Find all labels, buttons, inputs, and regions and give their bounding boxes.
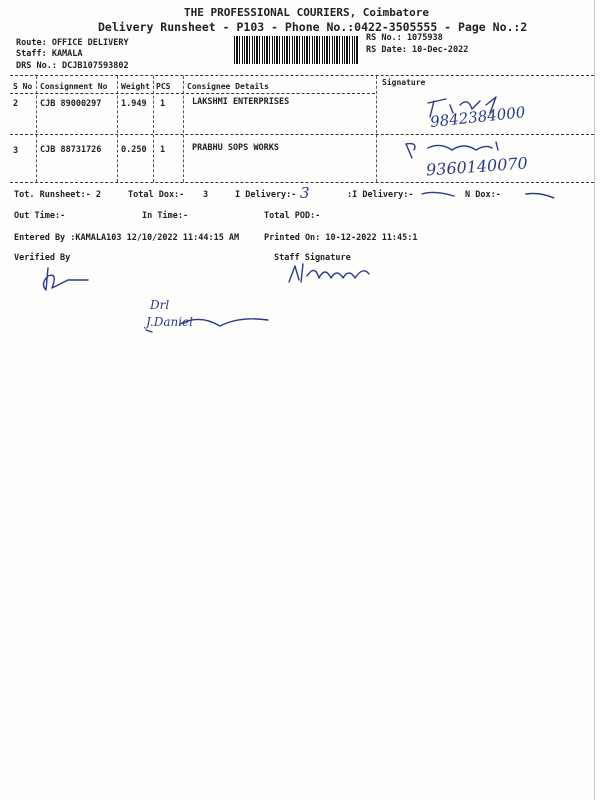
page-edge <box>594 0 595 800</box>
col-divider <box>117 76 118 182</box>
col-header: PCS <box>156 82 171 91</box>
printed-on: Printed On: 10-12-2022 11:45:1 <box>264 233 418 243</box>
staff: Staff: KAMALA <box>16 49 83 59</box>
col-header: Consignment No <box>40 82 108 91</box>
out-time: Out Time:- <box>14 211 66 221</box>
note-line-2: J.Daniel <box>146 315 193 329</box>
delivery-handwritten: 3 <box>300 184 310 202</box>
col-divider <box>376 76 377 182</box>
signature-phone-2: 9360140070 <box>425 153 529 180</box>
cell-consignment: CJB 89000297 <box>40 99 102 109</box>
rule-top <box>10 75 594 76</box>
tot-runsheet: Tot. Runsheet:- 2 <box>14 190 101 200</box>
staff-signature <box>285 258 385 292</box>
note-scribble <box>140 296 280 336</box>
entered-by: Entered By :KAMALA103 12/10/2022 11:44:15 AM <box>14 233 240 243</box>
non-dox-label: N Dox:- <box>465 190 501 200</box>
i-delivery-2-label: :I Delivery:- <box>347 190 414 200</box>
verifier-signature <box>38 264 98 294</box>
total-pod: Total POD:- <box>264 211 321 221</box>
col-header: Signature <box>382 78 426 87</box>
drs-number: DRS No.: DCJB107593802 <box>16 61 129 71</box>
cell-sno: 2 <box>13 99 19 109</box>
cell-consignee: LAKSHMI ENTERPRISES <box>192 97 290 107</box>
col-header: S No <box>13 82 33 91</box>
col-divider <box>36 76 37 182</box>
dash-mark-2 <box>524 188 560 202</box>
dash-mark-1 <box>420 188 460 200</box>
total-dox-value: 3 <box>203 190 209 200</box>
note-line-1: Drl <box>150 298 170 312</box>
rs-date: RS Date: 10-Dec-2022 <box>366 45 469 55</box>
i-delivery-label: I Delivery:- <box>235 190 297 200</box>
rule-header <box>10 93 375 94</box>
cell-weight: 1.949 <box>121 99 147 109</box>
cell-pcs: 1 <box>160 99 166 109</box>
col-header: Weight <box>121 82 150 91</box>
cell-consignee: PRABHU SOPS WORKS <box>192 143 279 153</box>
cell-weight: 0.250 <box>121 145 147 155</box>
col-header: Consignee Details <box>187 82 269 91</box>
in-time: In Time:- <box>142 211 189 221</box>
runsheet-title: Delivery Runsheet - P103 - Phone No.:0422-3505555 - Page No.:2 <box>98 20 528 34</box>
company-title: THE PROFESSIONAL COURIERS, Coimbatore <box>184 6 430 19</box>
col-divider <box>183 76 184 182</box>
rule-bottom <box>10 182 594 183</box>
route: Route: OFFICE DELIVERY <box>16 38 129 48</box>
verified-by-label: Verified By <box>14 253 71 263</box>
col-divider <box>153 76 154 182</box>
signature-phone-1: 9842384000 <box>429 103 527 131</box>
total-dox-label: Total Dox:- <box>128 190 185 200</box>
barcode <box>234 36 358 64</box>
rs-number: RS No.: 1075938 <box>366 33 443 43</box>
staff-signature-label: Staff Signature <box>274 253 351 263</box>
cell-sno: 3 <box>13 146 19 156</box>
cell-consignment: CJB 88731726 <box>40 145 102 155</box>
cell-pcs: 1 <box>160 145 166 155</box>
